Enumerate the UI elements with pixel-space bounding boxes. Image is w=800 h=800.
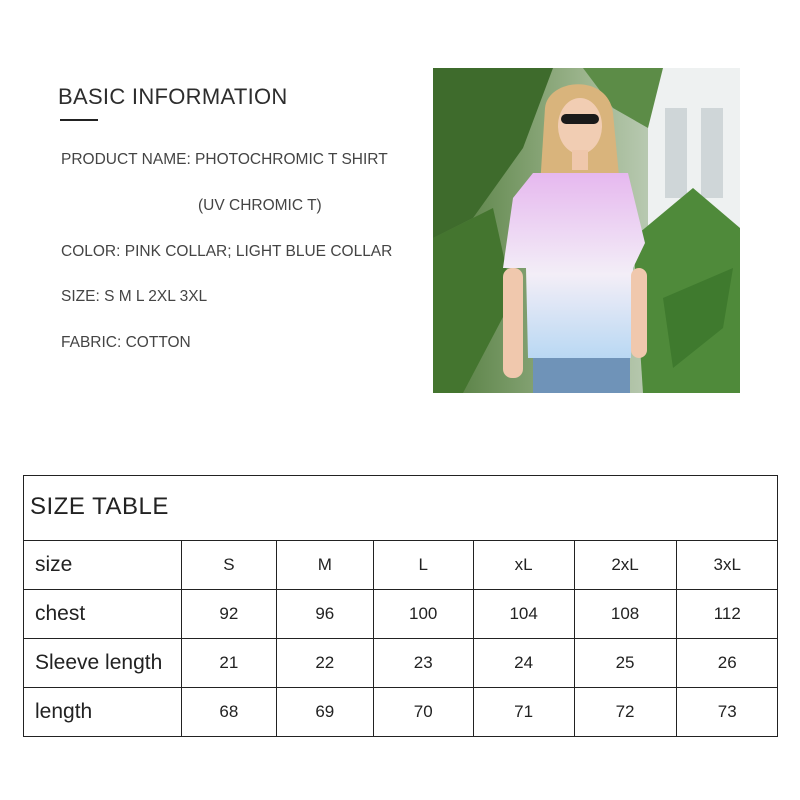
table-cell: 22 bbox=[276, 639, 373, 688]
table-cell: 71 bbox=[473, 688, 574, 737]
row-label: size bbox=[23, 541, 181, 590]
table-cell: S bbox=[181, 541, 276, 590]
table-cell: 25 bbox=[574, 639, 676, 688]
size-table-title: SIZE TABLE bbox=[30, 493, 169, 520]
table-cell: 21 bbox=[181, 639, 276, 688]
table-row bbox=[23, 688, 778, 737]
table-cell: 72 bbox=[574, 688, 676, 737]
table-cell: 26 bbox=[676, 639, 778, 688]
table-cell: 68 bbox=[181, 688, 276, 737]
table-cell: 73 bbox=[676, 688, 778, 737]
row-label: length bbox=[23, 688, 181, 737]
table-cell: L bbox=[373, 541, 473, 590]
model-photo bbox=[433, 68, 740, 393]
table-cell: 104 bbox=[473, 590, 574, 639]
section-heading: BASIC INFORMATION bbox=[58, 84, 288, 109]
table-cell: 100 bbox=[373, 590, 473, 639]
heading-underline bbox=[60, 119, 98, 121]
table-cell: 108 bbox=[574, 590, 676, 639]
product-name: PRODUCT NAME: PHOTOCHROMIC T SHIRT bbox=[61, 151, 388, 168]
table-cell: M bbox=[276, 541, 373, 590]
table-cell: 24 bbox=[473, 639, 574, 688]
table-cell: 96 bbox=[276, 590, 373, 639]
table-row bbox=[23, 590, 778, 639]
table-row bbox=[23, 541, 778, 590]
table-cell: 69 bbox=[276, 688, 373, 737]
table-row bbox=[23, 639, 778, 688]
product-fabric: FABRIC: COTTON bbox=[61, 334, 191, 351]
table-cell: 92 bbox=[181, 590, 276, 639]
product-name-alt: (UV CHROMIC T) bbox=[198, 197, 322, 214]
product-sizes: SIZE: S M L 2XL 3XL bbox=[61, 288, 208, 305]
row-label: chest bbox=[23, 590, 181, 639]
product-color: COLOR: PINK COLLAR; LIGHT BLUE COLLAR bbox=[61, 243, 393, 260]
size-table bbox=[23, 540, 778, 736]
table-cell: xL bbox=[473, 541, 574, 590]
table-cell: 112 bbox=[676, 590, 778, 639]
table-cell: 3xL bbox=[676, 541, 778, 590]
table-cell: 2xL bbox=[574, 541, 676, 590]
row-label: Sleeve length bbox=[23, 639, 181, 688]
table-cell: 70 bbox=[373, 688, 473, 737]
table-cell: 23 bbox=[373, 639, 473, 688]
